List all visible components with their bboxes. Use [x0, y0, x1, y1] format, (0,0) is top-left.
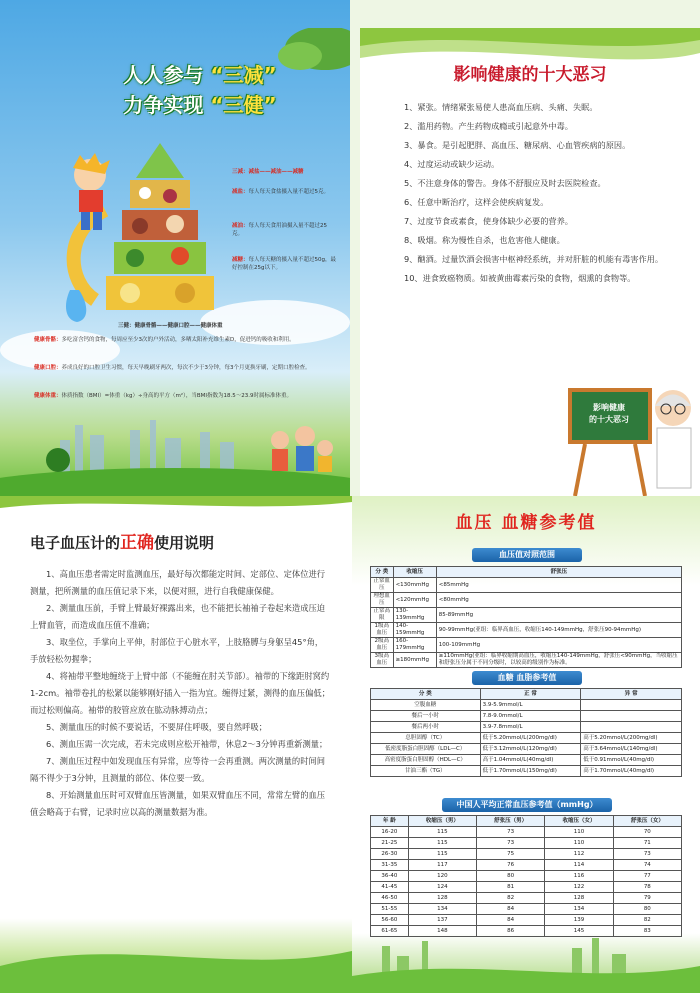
table-cell: 41-45 [371, 882, 409, 893]
table-cell: 148 [408, 926, 476, 937]
bad-habit-item: 7、过度节食或素食，使身体缺少必要的营养。 [404, 216, 573, 226]
bad-habit-item: 4、过度运动或缺少运动。 [404, 159, 500, 169]
bp-table [370, 566, 682, 668]
bp-row [371, 638, 682, 653]
doctor-chalkboard-icon [565, 378, 700, 498]
table-cell: 112 [545, 849, 613, 860]
table-cell [581, 711, 682, 722]
bad-habit-item: 8、吸烟。称为慢性自杀，也危害他人健康。 [404, 235, 565, 245]
table-cell: 3级高血压 [371, 653, 394, 668]
table-cell: 低于1.70mmol/L(150mg/dl) [480, 766, 581, 777]
table-cell: 61-65 [371, 926, 409, 937]
table-cell: ≥180mmHg [393, 653, 436, 668]
table-cell: 81 [477, 882, 545, 893]
table-cell: 137 [408, 915, 476, 926]
table-header-cell: 年 龄 [371, 816, 409, 827]
table-cell [581, 700, 682, 711]
healthy-mouth: 健康口腔：养成良好的口腔卫生习惯，每天早晚刷牙两次，每次不少于3分钟，每3个月更换牙刷，定期口腔检查。 [34, 365, 311, 371]
table-header-cell: 舒张压（女） [613, 816, 681, 827]
table-cell: 7.8-9.0mmol/L [480, 711, 581, 722]
table-cell: 115 [408, 827, 476, 838]
age-row [371, 827, 682, 838]
table-cell: 高于1.70mmol/L(40mg/dl) [581, 766, 682, 777]
section-title: 电子血压计的正确使用说明 [30, 533, 215, 553]
healthy-weight: 健康体重：体质指数（BMI）=体重（kg）÷身高的平方（m²），当BMI指数为18.5～23.9时属标准体重。 [34, 393, 292, 399]
bs-row [371, 711, 682, 722]
bs-row [371, 733, 682, 744]
table-cell: 80 [477, 871, 545, 882]
bp-row [371, 578, 682, 593]
reduce-sugar: 减糖：每人每天糖的摄入量不超过50g，最好控制在25g以下。 [232, 257, 337, 271]
table-cell: 46-50 [371, 893, 409, 904]
table-cell: 总胆固醇（TC） [371, 733, 481, 744]
table-cell: 80 [613, 904, 681, 915]
bs-row [371, 766, 682, 777]
table-header-row [371, 567, 682, 578]
table-cell: 26-30 [371, 849, 409, 860]
top-wave-decoration [0, 496, 352, 516]
table-header-cell: 收缩压（女） [545, 816, 613, 827]
table-cell: 正常血压 [371, 578, 394, 593]
panel-three-reduce [0, 0, 350, 496]
table-cell: 71 [613, 838, 681, 849]
table-cell: <120mmHg [393, 593, 436, 608]
instruction-item: 7、测血压过程中如发现血压有异常，应等待一会再重测。两次测量的时间间隔不得少于3分钟，且测量的部位、体位要一致。 [30, 756, 326, 783]
table-cell: 134 [408, 904, 476, 915]
table-cell: 78 [613, 882, 681, 893]
table-header-cell: 舒张压（男） [477, 816, 545, 827]
table-cell: 正常高限 [371, 608, 394, 623]
table-cell: 70 [613, 827, 681, 838]
bs-row [371, 722, 682, 733]
table-cell: 75 [477, 849, 545, 860]
table-cell: 83 [613, 926, 681, 937]
table-cell: 3.9-7.8mmol/L [480, 722, 581, 733]
table-cell: 餐后两小时 [371, 722, 481, 733]
bp-row [371, 653, 682, 668]
chalkboard-text: 影响健康 的十大恶习 [589, 403, 629, 424]
three-reduce-block [232, 168, 347, 298]
age-table-title: 中国人平均正常血压参考值（mmHg） [442, 798, 612, 812]
reduce-oil: 减油：每人每天食用油摄入量不超过25克。 [232, 223, 328, 237]
table-cell: 130-139mmHg [393, 608, 436, 623]
table-cell: <85mmHg [436, 578, 681, 593]
table-cell [581, 722, 682, 733]
table-cell: 122 [545, 882, 613, 893]
instruction-item: 5、测量血压的时候不要说话，不要屏住呼吸，要自然呼吸； [46, 722, 267, 732]
bs-row [371, 744, 682, 755]
age-row [371, 849, 682, 860]
table-cell: 115 [408, 849, 476, 860]
age-table [370, 815, 682, 937]
table-header-cell: 异 常 [581, 689, 682, 700]
reduce-salt: 减盐：每人每天食盐摄入量不超过5克。 [232, 189, 330, 195]
table-cell: 74 [613, 860, 681, 871]
table-cell: 139 [545, 915, 613, 926]
table-cell: 140-159mmHg [393, 623, 436, 638]
table-cell: 31-35 [371, 860, 409, 871]
table-cell: 高于1.04mmol/L(40mg/dl) [480, 755, 581, 766]
table-cell: 甘油三酯（TG） [371, 766, 481, 777]
table-cell: 117 [408, 860, 476, 871]
table-cell: 110 [545, 827, 613, 838]
table-cell: 79 [613, 893, 681, 904]
table-cell: 高于5.20mmol/L(200mg/dl) [581, 733, 682, 744]
age-row [371, 860, 682, 871]
table-cell: 36-40 [371, 871, 409, 882]
table-cell: 114 [545, 860, 613, 871]
bottom-skyline-decoration [352, 936, 700, 993]
table-cell: 空腹血糖 [371, 700, 481, 711]
table-cell: 82 [613, 915, 681, 926]
table-header-cell: 正 常 [480, 689, 581, 700]
bp-row [371, 623, 682, 638]
panel-ten-bad-habits [360, 28, 700, 498]
bottom-wave-decoration [0, 936, 352, 993]
instruction-item: 8、开始测量血压时可双臂血压皆测量，如果双臂血压不同，常常左臂的血压值会略高于右臂，记录时应以高的测量数据为准。 [30, 790, 326, 817]
instructions-list [30, 566, 330, 821]
bad-habit-item: 2、滥用药物。产生药物成瘾或引起意外中毒。 [404, 121, 573, 131]
table-cell: 16-20 [371, 827, 409, 838]
table-cell: ≥110mmHg(亚组：临界收缩期高血压，收缩压140-149mmHg，舒张压<90mmHg，当收缩压和舒张压分属于不同分级时，以较高的级别作为标准。 [436, 653, 681, 668]
table-cell: 餐后一小时 [371, 711, 481, 722]
table-cell: 86 [477, 926, 545, 937]
table-cell: 128 [545, 893, 613, 904]
instruction-item: 2、测量血压前，手臂上臂最好裸露出来，也不能把长袖袖子卷起来造成压迫上臂血管，而造成血压值不准确； [30, 603, 326, 630]
table-cell: 90-99mmHg(亚组：临界高血压，收缩压140-149mmHg，舒张压90-94mmHg) [436, 623, 681, 638]
table-cell: 128 [408, 893, 476, 904]
bad-habit-item: 10、进食致癌物质。如被黄曲霉素污染的食物，烟熏的食物等。 [404, 273, 636, 283]
age-row [371, 915, 682, 926]
instruction-item: 1、高血压患者需定时监测血压，最好每次都能定时间、定部位、定体位进行测量，把所测量的血压值记录下来，以便对照，进行自我健康保健。 [30, 569, 326, 596]
bad-habit-item: 9、酗酒。过量饮酒会损害中枢神经系统，并对肝脏的机能有毒害作用。 [404, 254, 664, 264]
table-header-cell: 收缩压 [393, 567, 436, 578]
table-cell: 110 [545, 838, 613, 849]
bad-habits-list [388, 98, 688, 288]
table-cell: 高于3.64mmol/L(140mg/dl) [581, 744, 682, 755]
section-title: 血压 血糖参考值 [455, 513, 597, 533]
table-cell: 高密度脂蛋白胆固醇（HDL—C） [371, 755, 481, 766]
bs-row [371, 755, 682, 766]
table-cell: 145 [545, 926, 613, 937]
city-skyline-icon [0, 420, 350, 496]
bad-habit-item: 6、任意中断治疗，这样会使疾病复发。 [404, 197, 549, 207]
table-header-cell: 收缩压（男） [408, 816, 476, 827]
table-cell: 160-179mmHg [393, 638, 436, 653]
table-cell: 134 [545, 904, 613, 915]
table-cell: 100-109mmHg [436, 638, 681, 653]
table-cell: 115 [408, 838, 476, 849]
age-row [371, 838, 682, 849]
table-cell: 51-55 [371, 904, 409, 915]
table-cell: 73 [477, 838, 545, 849]
table-cell: 21-25 [371, 838, 409, 849]
table-cell: <130mmHg [393, 578, 436, 593]
instruction-item: 4、将袖带平整地缠绕于上臂中部（不能缠在肘关节部）。袖带的下缘距肘窝约1-2cm。袖带卷扎的松紧以能够刚好插入一指为宜。缠得过紧，测得的血压偏低；而过松则偏高。袖带的胶管应放在肱动脉搏动点； [30, 671, 330, 715]
bad-habit-item: 3、暴食。是引起肥胖、高血压、糖尿病、心血管疾病的原因。 [404, 140, 631, 150]
three-reduce-header: 三减：减盐——减油——减糖 [232, 169, 304, 175]
page-title: 人人参与 “三减” 力争实现 “三健” [123, 63, 277, 117]
table-cell: 85-89mmHg [436, 608, 681, 623]
instruction-item: 3、取坐位，手掌向上平伸，肘部位于心脏水平，上肢胳膊与身躯呈45°角，手放轻松勿握拳； [30, 637, 324, 664]
panel-bp-meter-instructions [0, 496, 352, 993]
bs-row [371, 700, 682, 711]
table-cell: 1级高血压 [371, 623, 394, 638]
table-cell: 低于5.20mmol/L(200mg/dl) [480, 733, 581, 744]
age-row [371, 893, 682, 904]
bad-habit-item: 5、不注意身体的警告。身体不舒服应及时去医院检查。 [404, 178, 606, 188]
table-cell: 73 [613, 849, 681, 860]
instruction-item: 6、测血压需一次完成，若未完成则应松开袖带，休息2～3分钟再重新测量； [46, 739, 328, 749]
table-cell: 120 [408, 871, 476, 882]
table-header-row [371, 816, 682, 827]
bs-table-title: 血糖 血脂参考值 [472, 671, 582, 685]
table-cell: 56-60 [371, 915, 409, 926]
table-cell: 124 [408, 882, 476, 893]
table-cell: 低于3.12mmol/L(120mg/dl) [480, 744, 581, 755]
table-cell: 低于0.91mmol/L(40mg/dl) [581, 755, 682, 766]
table-cell: 3.9-5.9mmol/L [480, 700, 581, 711]
age-row [371, 871, 682, 882]
table-header-cell: 分 类 [371, 689, 481, 700]
bp-row [371, 593, 682, 608]
age-row [371, 904, 682, 915]
bp-row [371, 608, 682, 623]
three-health-header: 三健：健康骨骼——健康口腔——健康体重 [118, 323, 223, 329]
healthy-bone: 健康骨骼：多吃富含钙的食物，每周应至少3次的户外活动，多晒太阳补充维生素D，促进钙的吸收和利用。 [34, 337, 295, 343]
table-cell: 73 [477, 827, 545, 838]
table-cell: 77 [613, 871, 681, 882]
table-cell: 2级高血压 [371, 638, 394, 653]
table-cell: 116 [545, 871, 613, 882]
age-row [371, 882, 682, 893]
table-cell: 理想血压 [371, 593, 394, 608]
table-cell: 低密度脂蛋白胆固醇（LDL—C） [371, 744, 481, 755]
table-header-row [371, 689, 682, 700]
bp-table-title: 血压值对照范围 [472, 548, 582, 562]
table-cell: <80mmHg [436, 593, 681, 608]
boy-character-icon [55, 150, 125, 330]
table-header-cell: 舒张压 [436, 567, 681, 578]
panel-bp-bs-reference [352, 496, 700, 993]
bs-table [370, 688, 682, 777]
table-cell: 82 [477, 893, 545, 904]
section-title: 影响健康的十大恶习 [453, 65, 607, 85]
bad-habit-item: 1、紧张。情绪紧张易使人患高血压病、头痛、失眠。 [404, 102, 598, 112]
table-cell: 84 [477, 915, 545, 926]
table-cell: 76 [477, 860, 545, 871]
table-cell: 84 [477, 904, 545, 915]
table-header-cell: 分 类 [371, 567, 394, 578]
age-row [371, 926, 682, 937]
